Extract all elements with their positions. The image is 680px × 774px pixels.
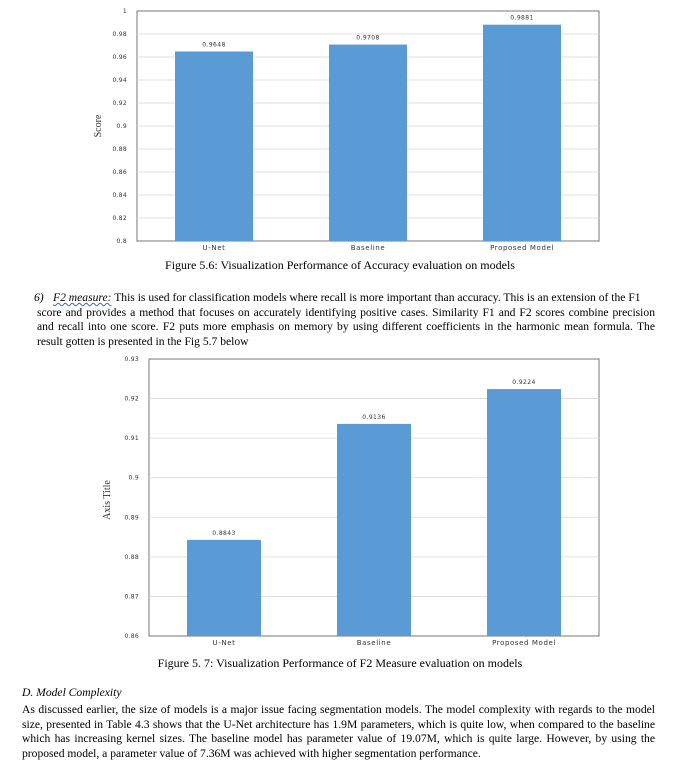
data-label: 0.9648 [202,41,226,49]
y-tick-label: 0.9 [116,123,127,130]
data-label: 0.9224 [512,379,536,387]
data-label: 0.9136 [362,413,386,421]
y-axis-title: Axis Title [102,480,113,520]
f2-measure-paragraph [34,291,655,350]
y-tick-label: 0.96 [112,54,127,61]
f2-body-text: score and provides a method that focuses on accurately identifying positive cases. Similarity F1 and F2 scores combine precision and recall into one score. F2 puts more emphasis on memory by using different coefficients in the harmonic mean formula. The result gotten is presented in the Fig 5.7 below [37,305,655,349]
section-heading-model-complexity: D. Model Complexity [22,686,122,699]
f2-measure-bar-chart [0,348,680,654]
bar-baseline [337,424,411,636]
x-category-label: Baseline [350,244,386,252]
y-tick-label: 0.98 [112,31,127,38]
y-tick-label: 0.88 [124,553,139,561]
x-category-label: U-Net [202,244,226,252]
bar-proposed-model [483,25,561,241]
x-category-label: Proposed Model [492,639,556,647]
y-tick-label: 0.84 [112,192,127,199]
y-tick-label: 0.93 [124,356,139,363]
model-complexity-paragraph: As discussed earlier, the size of models is a major issue facing segmentation models. The model complexity with regards to the model size, presented in Table 4.3 shows that the U-Net architecture has 1.9M parameters, which is quite low, when compared to the baseline which has increasing kernel sizes. The baseline model has parameter value of 19.07M, which is quite large. However, by using the proposed model, a parameter value of 7.36M was achieved with higher segmentation performance. [22,703,655,761]
y-tick-label: 0.9 [128,474,139,482]
y-tick-label: 1 [122,8,127,15]
bar-baseline [329,45,407,241]
bar-u-net [187,540,261,636]
y-tick-label: 0.88 [112,146,127,153]
y-tick-label: 0.8 [116,238,127,245]
y-tick-label: 0.86 [112,169,127,176]
data-label: 0.8843 [212,529,236,537]
y-tick-label: 0.89 [124,514,139,522]
data-label: 0.9881 [510,14,534,22]
bar-u-net [175,51,253,241]
x-category-label: U-Net [212,639,236,647]
f2-line-1: This is used for classification models where recall is more important than accuracy. This is an extension of the F1 [111,291,641,304]
bar-proposed-model [487,389,561,636]
figure-5-6-caption: Figure 5.6: Visualization Performance of Accuracy evaluation on models [165,258,515,272]
y-axis-title: Score [93,114,104,138]
x-category-label: Baseline [356,639,392,647]
accuracy-bar-chart [0,0,680,256]
f2-measure-term: F2 measure: [53,291,112,304]
figure-5-7-caption: Figure 5. 7: Visualization Performance of F2 Measure evaluation on models [157,656,523,670]
list-number: 6) [34,291,44,304]
y-tick-label: 0.94 [112,77,127,84]
x-category-label: Proposed Model [490,244,554,252]
y-tick-label: 0.91 [124,435,139,443]
y-tick-label: 0.82 [112,215,127,222]
y-tick-label: 0.92 [124,395,139,403]
data-label: 0.9708 [356,34,380,42]
y-tick-label: 0.87 [124,593,139,601]
y-tick-label: 0.92 [112,100,127,107]
y-tick-label: 0.86 [124,633,139,640]
